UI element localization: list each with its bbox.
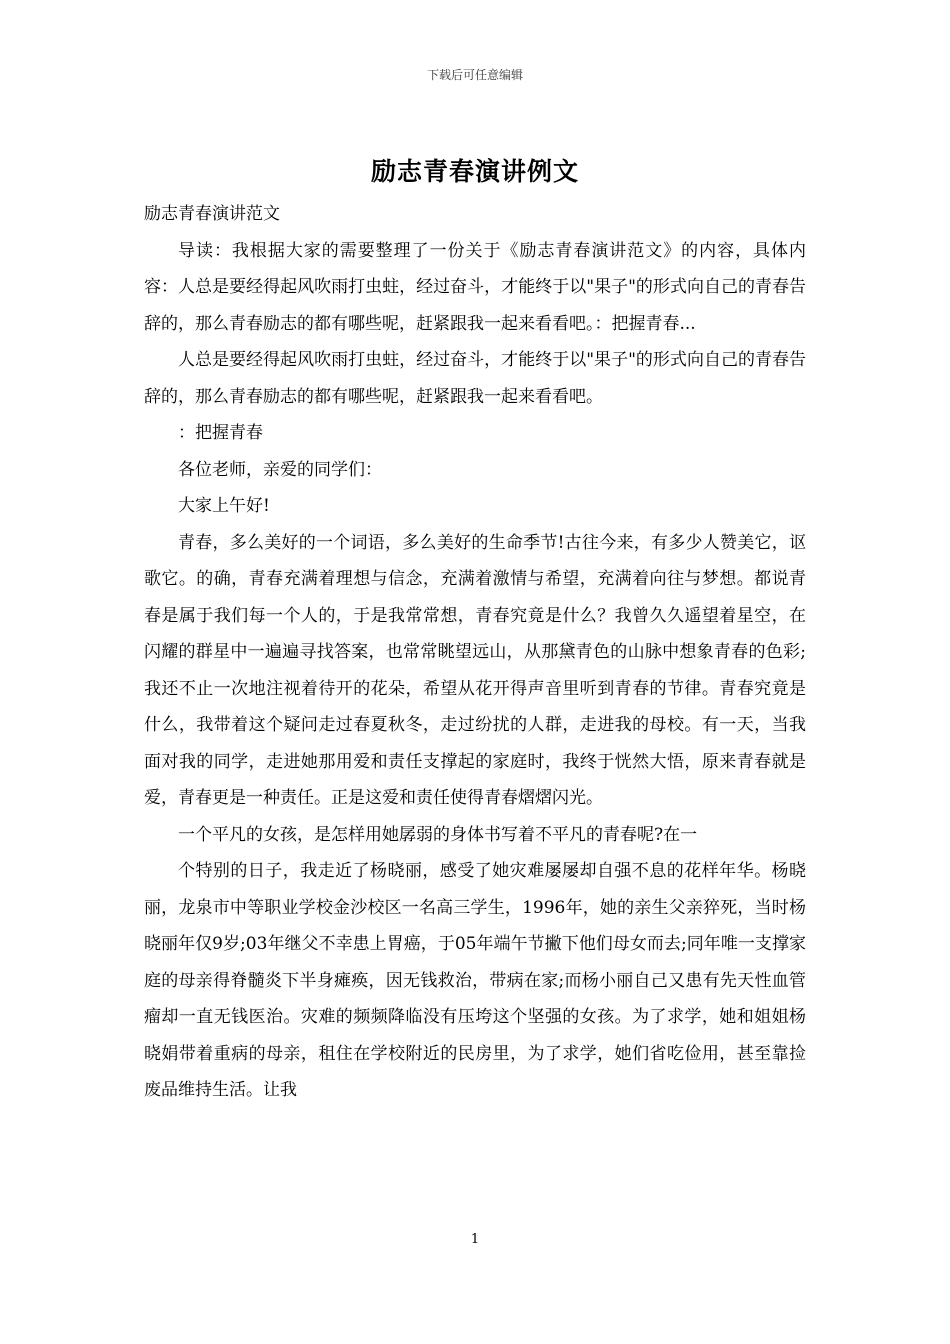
paragraph-salutation: 各位老师，亲爱的同学们： — [178, 459, 382, 480]
paragraph-girl-intro: 一个平凡的女孩，是怎样用她孱弱的身体书写着不平凡的青春呢?在一 — [178, 824, 698, 845]
paragraph-intro: 导读：我根据大家的需要整理了一份关于《励志青春演讲范文》的内容，具体内容：人总是要经得起风吹雨打虫蛀，经过奋斗，才能终于以"果子"的形式向自己的青春告辞的，那么青春励志的都有哪些呢，赶紧跟我一起来看看吧。：把握青春... — [144, 240, 806, 334]
paragraph-story: 个特别的日子，我走近了杨晓丽，感受了她灾难屡屡却自强不息的花样年华。杨晓丽，龙泉市中等职业学校金沙校区一名高三学生，1996年，她的亲生父亲猝死，当时杨晓丽年仅9岁;03年继父不幸患上胃癌，于05年端午节撇下他们母女而去;同年唯一支撑家庭的母亲得脊髓炎下半身瘫痪，因无钱救治，带病在家;而杨小丽自己又患有先天性血管瘤却一直无钱医治。灾难的频频降临没有压垮这个坚强的女孩。为了求学，她和姐姐杨晓娟带着重病的母亲，租住在学校附近的民房里，为了求学，她们省吃俭用，甚至靠捡废品维持生活。让我 — [144, 861, 806, 1100]
paragraph-greeting: 大家上午好! — [178, 496, 270, 516]
paragraph-heading: ：把握青春 — [178, 423, 263, 443]
paragraph-summary: 人总是要经得起风吹雨打虫蛀，经过奋斗，才能终于以"果子"的形式向自己的青春告辞的，那么青春励志的都有哪些呢，赶紧跟我一起来看看吧。 — [144, 350, 806, 407]
page-number: 1 — [470, 1232, 480, 1247]
paragraph-youth: 青春，多么美好的一个词语，多么美好的生命季节!古往今来，有多少人赞美它，讴歌它。的确，青春充满着理想与信念，充满着激情与希望，充满着向往与梦想。都说青春是属于我们每一个人的，于是我常常想，青春究竟是什么？我曾久久遥望着星空，在闪耀的群星中一遍遍寻找答案，也常常眺望远山，从那黛青色的山脉中想象青春的色彩;我还不止一次地注视着待开的花朵，希望从花开得声音里听到青春的节律。青春究竟是什么，我带着这个疑问走过春夏秋冬，走过纷扰的人群，走进我的母校。有一天，当我面对我的同学，走进她那用爱和责任支撑起的家庭时，我终于恍然大悟，原来青春就是爱，青春更是一种责任。正是这爱和责任使得青春熠熠闪光。 — [144, 532, 806, 808]
header-note: 下载后可任意编辑 — [426, 68, 523, 82]
document-title: 励志青春演讲例文 — [370, 157, 579, 186]
document-body — [144, 196, 806, 1109]
document-subtitle: 励志青春演讲范文 — [144, 204, 280, 224]
